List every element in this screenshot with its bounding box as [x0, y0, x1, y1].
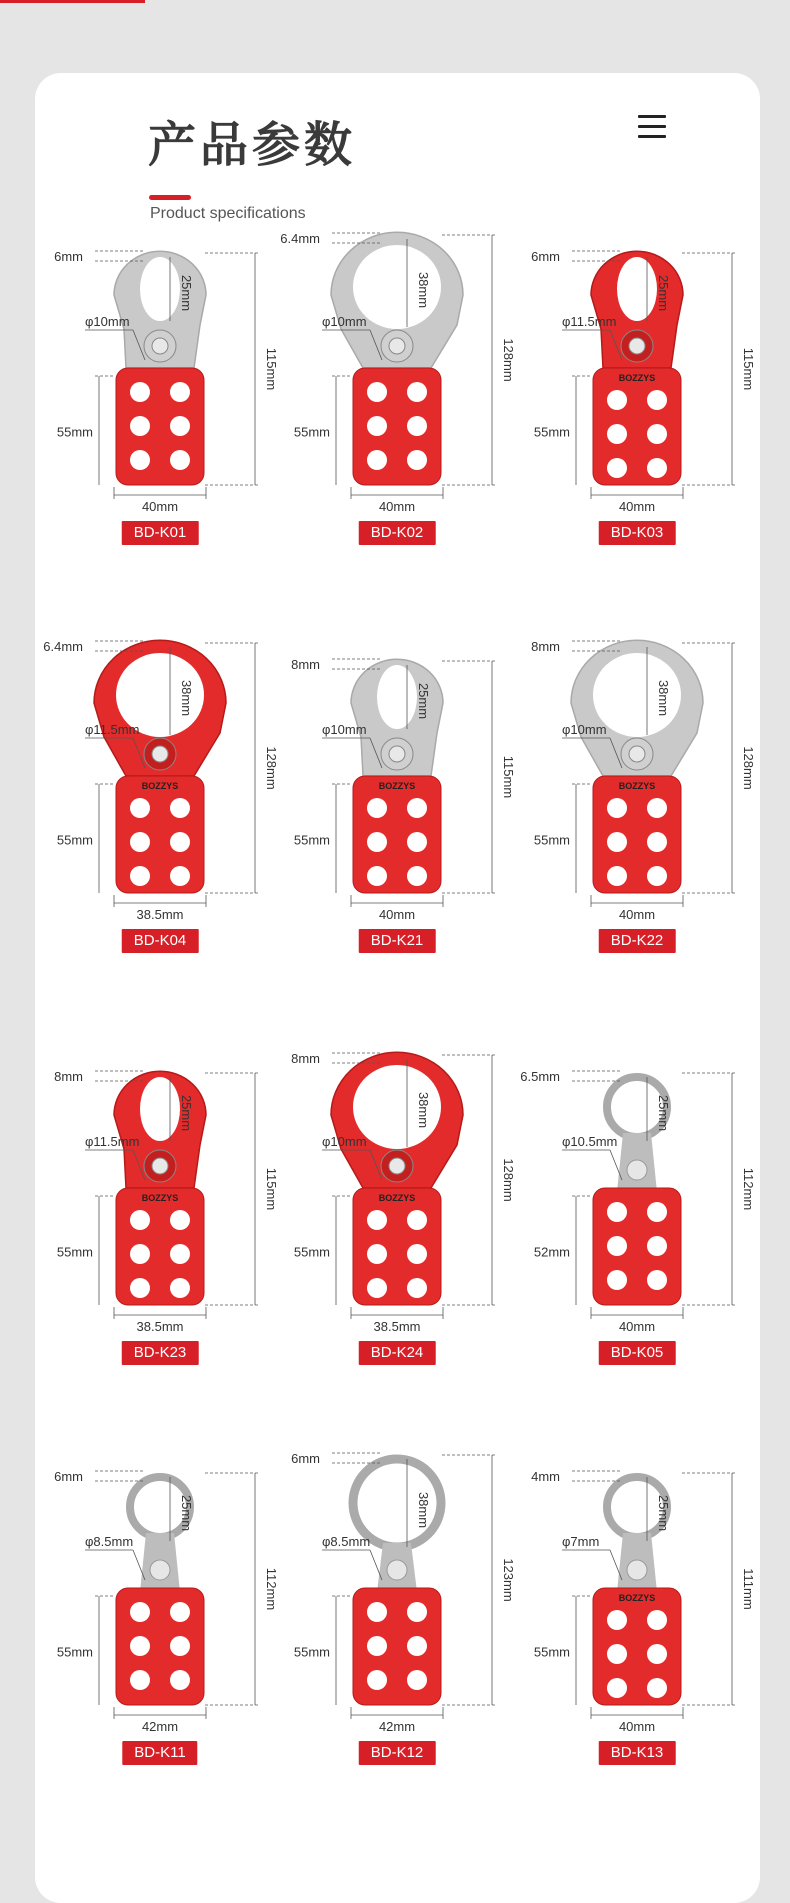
- width-label: 38.5mm: [373, 1319, 421, 1334]
- top-gap-label: 6mm: [54, 1469, 83, 1484]
- hole-label: 25mm: [179, 274, 194, 312]
- padlock-hole: [607, 798, 627, 818]
- padlock-hole: [647, 1644, 667, 1664]
- padlock-hole: [607, 390, 627, 410]
- width-label: 40mm: [618, 1319, 656, 1334]
- padlock-hole: [367, 1278, 387, 1298]
- height-label: 115mm: [501, 755, 516, 799]
- pivot-rivet: [150, 1560, 170, 1580]
- padlock-hole: [607, 1644, 627, 1664]
- height-label: 111mm: [741, 1568, 756, 1610]
- padlock-hole: [607, 1270, 627, 1290]
- pivot-rivet: [152, 1158, 168, 1174]
- padlock-hole: [407, 1210, 427, 1230]
- pivot-rivet: [389, 746, 405, 762]
- padlock-hole: [367, 798, 387, 818]
- pivot-rivet: [629, 338, 645, 354]
- jaw-opening: [140, 1077, 180, 1141]
- padlock-hole: [407, 382, 427, 402]
- body-label: 52mm: [533, 1244, 570, 1260]
- model-badge[interactable]: BD-K11: [122, 1741, 197, 1765]
- product-bd-k12: [292, 1443, 522, 1813]
- brand-marking: BOZZYS: [618, 373, 656, 383]
- padlock-hole: [647, 1202, 667, 1222]
- padlock-hole: [647, 390, 667, 410]
- body-label: 55mm: [56, 1644, 93, 1660]
- padlock-hole: [407, 1602, 427, 1622]
- hasp-diagram: [532, 1443, 762, 1773]
- top-gap-label: 8mm: [291, 657, 320, 672]
- height-label: 112mm: [264, 1567, 279, 1611]
- padlock-hole: [170, 1244, 190, 1264]
- hole-label: 38mm: [416, 1491, 431, 1529]
- pin-label: φ7mm: [562, 1534, 600, 1549]
- padlock-hole: [407, 450, 427, 470]
- padlock-hole: [170, 798, 190, 818]
- padlock-hole: [407, 416, 427, 436]
- page-subtitle: Product specifications: [150, 205, 306, 222]
- padlock-hole: [130, 416, 150, 436]
- model-badge[interactable]: BD-K12: [359, 1741, 436, 1765]
- padlock-hole: [647, 458, 667, 478]
- body-label: 55mm: [293, 832, 330, 848]
- padlock-hole: [647, 798, 667, 818]
- hole-label: 25mm: [416, 682, 431, 720]
- menu-icon[interactable]: [638, 115, 666, 141]
- pivot-rivet: [152, 338, 168, 354]
- padlock-hole: [130, 1210, 150, 1230]
- product-bd-k04: [43, 631, 285, 1001]
- lock-body: [593, 368, 681, 485]
- product-bd-k11: [55, 1443, 285, 1813]
- width-label: 40mm: [141, 499, 179, 514]
- hasp-diagram: [292, 1443, 522, 1773]
- pin-label: φ11.5mm: [85, 722, 140, 737]
- height-label: 128mm: [501, 1158, 516, 1202]
- body-label: 55mm: [533, 1644, 570, 1660]
- height-label: 128mm: [264, 746, 279, 790]
- product-bd-k02: [280, 223, 522, 593]
- top-gap-label: 8mm: [291, 1051, 320, 1066]
- height-label: 123mm: [501, 1558, 516, 1602]
- lock-body: [116, 1188, 204, 1305]
- padlock-hole: [367, 416, 387, 436]
- top-accent-bar: [0, 0, 145, 3]
- top-gap-label: 8mm: [531, 639, 560, 654]
- padlock-hole: [647, 832, 667, 852]
- brand-marking: BOZZYS: [141, 781, 179, 791]
- model-badge[interactable]: BD-K22: [599, 929, 676, 953]
- padlock-hole: [170, 866, 190, 886]
- model-badge[interactable]: BD-K21: [359, 929, 436, 953]
- width-label: 40mm: [618, 1719, 656, 1734]
- height-label: 128mm: [501, 338, 516, 382]
- pin-label: φ11.5mm: [85, 1134, 140, 1149]
- hasp-diagram: [55, 1443, 285, 1773]
- hasp-diagram: [55, 1043, 285, 1373]
- product-bd-k23: [55, 1043, 285, 1413]
- width-label: 40mm: [618, 907, 656, 922]
- top-gap-label: 6mm: [291, 1451, 320, 1466]
- padlock-hole: [130, 1278, 150, 1298]
- width-label: 40mm: [378, 499, 416, 514]
- model-badge[interactable]: BD-K02: [359, 521, 436, 545]
- product-bd-k24: [292, 1043, 522, 1413]
- padlock-hole: [170, 832, 190, 852]
- top-gap-label: 6mm: [54, 249, 83, 264]
- padlock-hole: [170, 382, 190, 402]
- lock-body: [353, 1188, 441, 1305]
- pin-label: φ11.5mm: [562, 314, 617, 329]
- body-label: 55mm: [293, 1244, 330, 1260]
- top-gap-label: 6mm: [531, 249, 560, 264]
- width-label: 40mm: [378, 907, 416, 922]
- padlock-hole: [367, 382, 387, 402]
- padlock-hole: [407, 1278, 427, 1298]
- product-bd-k21: [292, 631, 522, 1001]
- padlock-hole: [130, 1670, 150, 1690]
- hasp-diagram: [43, 631, 285, 961]
- product-bd-k22: [532, 631, 762, 1001]
- pivot-rivet: [389, 338, 405, 354]
- pivot-rivet: [152, 746, 168, 762]
- model-badge[interactable]: BD-K24: [359, 1341, 436, 1365]
- brand-marking: BOZZYS: [618, 781, 656, 791]
- padlock-hole: [647, 1610, 667, 1630]
- lock-body: [116, 776, 204, 893]
- pin-label: φ10.5mm: [562, 1134, 618, 1149]
- padlock-hole: [607, 424, 627, 444]
- height-label: 128mm: [741, 746, 756, 790]
- model-badge[interactable]: BD-K05: [599, 1341, 676, 1365]
- padlock-hole: [170, 1278, 190, 1298]
- title-underline: [149, 195, 191, 200]
- pivot-rivet: [627, 1560, 647, 1580]
- padlock-hole: [170, 1636, 190, 1656]
- pin-label: φ10mm: [322, 1134, 367, 1149]
- pivot-rivet: [627, 1160, 647, 1180]
- top-gap-label: 6.4mm: [43, 639, 83, 654]
- jaw-opening: [377, 665, 417, 729]
- lock-body: [116, 368, 204, 485]
- padlock-hole: [607, 458, 627, 478]
- padlock-hole: [607, 1678, 627, 1698]
- lock-body: [593, 1588, 681, 1705]
- height-label: 115mm: [264, 1167, 279, 1211]
- pin-label: φ10mm: [322, 314, 367, 329]
- brand-marking: BOZZYS: [141, 1193, 179, 1203]
- body-label: 55mm: [533, 424, 570, 440]
- hole-label: 25mm: [179, 1494, 194, 1532]
- lock-body: [353, 368, 441, 485]
- hasp-diagram: [280, 223, 522, 553]
- pin-label: φ10mm: [85, 314, 130, 329]
- padlock-hole: [647, 424, 667, 444]
- padlock-hole: [407, 832, 427, 852]
- padlock-hole: [407, 1244, 427, 1264]
- page-title: 产品参数: [148, 117, 357, 173]
- padlock-hole: [647, 1236, 667, 1256]
- hole-label: 25mm: [656, 1494, 671, 1532]
- hole-label: 38mm: [179, 679, 194, 717]
- model-badge[interactable]: BD-K03: [599, 521, 676, 545]
- body-label: 55mm: [533, 832, 570, 848]
- lock-body: [353, 1588, 441, 1705]
- lock-body: [593, 776, 681, 893]
- hasp-diagram: [532, 631, 762, 961]
- pivot-rivet: [629, 746, 645, 762]
- pin-label: φ10mm: [562, 722, 607, 737]
- spec-card: [35, 73, 760, 1903]
- lock-body: [116, 1588, 204, 1705]
- padlock-hole: [647, 1678, 667, 1698]
- padlock-hole: [170, 1670, 190, 1690]
- hole-label: 38mm: [416, 1091, 431, 1129]
- padlock-hole: [367, 1244, 387, 1264]
- product-bd-k05: [520, 1043, 762, 1413]
- top-gap-label: 8mm: [54, 1069, 83, 1084]
- padlock-hole: [170, 450, 190, 470]
- padlock-hole: [407, 1670, 427, 1690]
- height-label: 112mm: [741, 1167, 756, 1211]
- padlock-hole: [130, 866, 150, 886]
- hasp-diagram: [532, 223, 762, 553]
- width-label: 42mm: [378, 1719, 416, 1734]
- model-badge[interactable]: BD-K01: [122, 521, 199, 545]
- hole-label: 25mm: [656, 274, 671, 312]
- padlock-hole: [607, 866, 627, 886]
- pin-label: φ8.5mm: [322, 1534, 371, 1549]
- pivot-rivet: [387, 1560, 407, 1580]
- padlock-hole: [130, 798, 150, 818]
- padlock-hole: [367, 1636, 387, 1656]
- body-label: 55mm: [56, 1244, 93, 1260]
- product-bd-k01: [55, 223, 285, 593]
- product-bd-k03: [532, 223, 762, 593]
- width-label: 40mm: [618, 499, 656, 514]
- brand-marking: BOZZYS: [378, 1193, 416, 1203]
- padlock-hole: [607, 1236, 627, 1256]
- lock-body: [593, 1188, 681, 1305]
- model-badge[interactable]: BD-K13: [599, 1741, 676, 1765]
- padlock-hole: [407, 798, 427, 818]
- pivot-rivet: [389, 1158, 405, 1174]
- padlock-hole: [130, 1602, 150, 1622]
- hole-label: 38mm: [656, 679, 671, 717]
- hasp-diagram: [292, 1043, 522, 1373]
- padlock-hole: [130, 1636, 150, 1656]
- lock-body: [353, 776, 441, 893]
- width-label: 38.5mm: [136, 907, 184, 922]
- model-badge[interactable]: BD-K23: [122, 1341, 199, 1365]
- body-label: 55mm: [56, 424, 93, 440]
- top-gap-label: 4mm: [531, 1469, 560, 1484]
- brand-marking: BOZZYS: [618, 1593, 656, 1603]
- hole-label: 25mm: [179, 1094, 194, 1132]
- padlock-hole: [647, 866, 667, 886]
- width-label: 42mm: [141, 1719, 179, 1734]
- body-label: 55mm: [56, 832, 93, 848]
- padlock-hole: [130, 450, 150, 470]
- pin-label: φ8.5mm: [85, 1534, 134, 1549]
- product-bd-k13: [532, 1443, 762, 1813]
- body-label: 55mm: [293, 1644, 330, 1660]
- padlock-hole: [130, 1244, 150, 1264]
- padlock-hole: [130, 382, 150, 402]
- height-label: 115mm: [741, 347, 756, 391]
- padlock-hole: [130, 832, 150, 852]
- width-label: 38.5mm: [136, 1319, 184, 1334]
- padlock-hole: [367, 1210, 387, 1230]
- hole-label: 38mm: [416, 271, 431, 309]
- padlock-hole: [407, 866, 427, 886]
- padlock-hole: [367, 866, 387, 886]
- padlock-hole: [607, 832, 627, 852]
- height-label: 115mm: [264, 347, 279, 391]
- padlock-hole: [367, 832, 387, 852]
- pin-label: φ10mm: [322, 722, 367, 737]
- padlock-hole: [170, 1210, 190, 1230]
- padlock-hole: [407, 1636, 427, 1656]
- jaw-opening: [617, 257, 657, 321]
- top-gap-label: 6.4mm: [280, 231, 320, 246]
- padlock-hole: [367, 1602, 387, 1622]
- body-label: 55mm: [293, 424, 330, 440]
- dimension-line: [370, 1550, 382, 1580]
- model-badge[interactable]: BD-K04: [122, 929, 199, 953]
- padlock-hole: [607, 1202, 627, 1222]
- padlock-hole: [170, 1602, 190, 1622]
- hasp-diagram: [55, 223, 285, 553]
- top-gap-label: 6.5mm: [520, 1069, 560, 1084]
- hole-label: 25mm: [656, 1094, 671, 1132]
- hasp-diagram: [520, 1043, 762, 1373]
- jaw-opening: [140, 257, 180, 321]
- padlock-hole: [367, 1670, 387, 1690]
- brand-marking: BOZZYS: [378, 781, 416, 791]
- padlock-hole: [367, 450, 387, 470]
- padlock-hole: [607, 1610, 627, 1630]
- padlock-hole: [647, 1270, 667, 1290]
- hasp-diagram: [292, 631, 522, 961]
- padlock-hole: [170, 416, 190, 436]
